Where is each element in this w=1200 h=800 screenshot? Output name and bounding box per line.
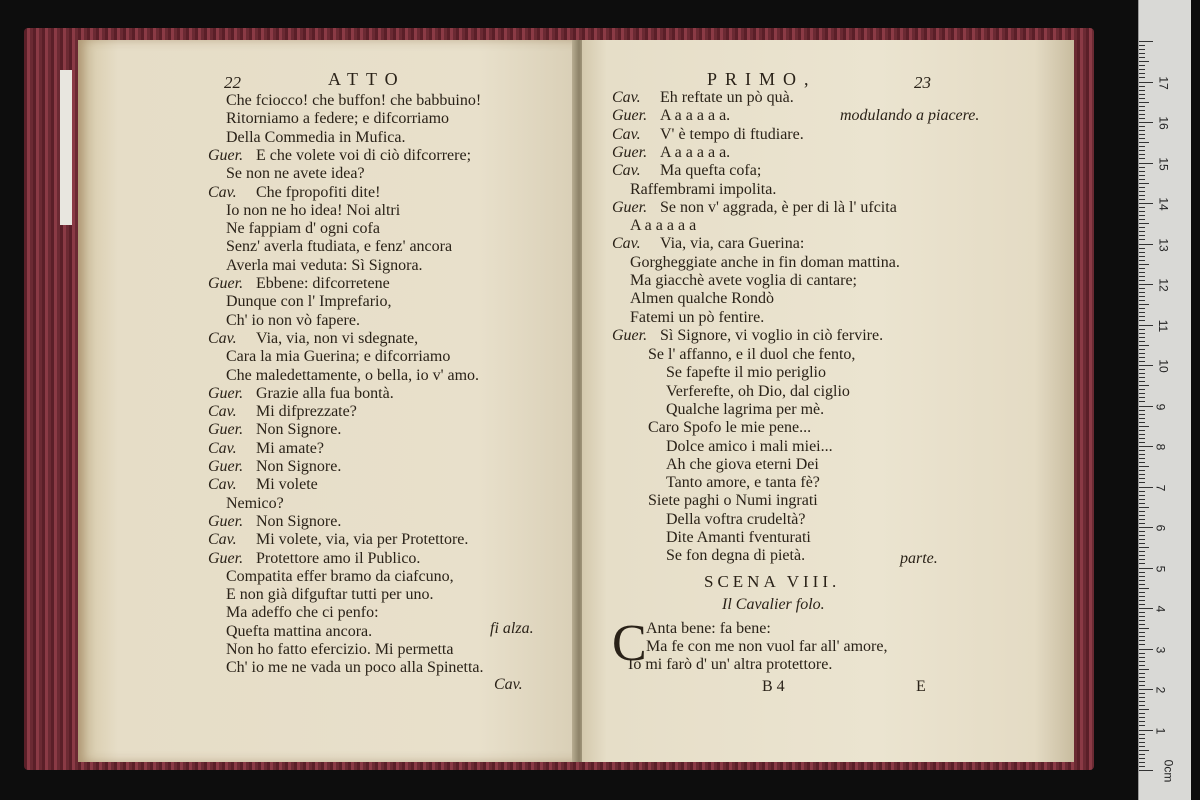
ruler-tick — [1139, 158, 1145, 159]
ruler-tick — [1139, 300, 1145, 301]
ruler-tick — [1139, 227, 1145, 228]
text-line: Gorgheggiate anche in fin doman mattina. — [630, 253, 900, 271]
ruler-tick — [1139, 320, 1145, 321]
catchword: Cav. — [494, 676, 523, 693]
ruler-tick — [1139, 515, 1145, 516]
text-line: Averla mai veduta: Sì Signora. — [226, 256, 423, 274]
aria-line: Caro Spofo le mie pene... — [648, 419, 812, 437]
ruler-tick — [1139, 284, 1153, 285]
text-line: Anta bene: fa bene: — [646, 620, 771, 637]
speaker-label: Cav. — [612, 235, 641, 253]
text-line: Ma quefta cofa; — [660, 162, 762, 180]
text-line: Compatita effer bramo da ciafcuno, — [226, 567, 454, 585]
text-line: Fatemi un pò fentire. — [630, 308, 765, 326]
speaker-label: Cav. — [208, 183, 237, 201]
ruler-tick — [1139, 333, 1145, 334]
ruler-tick — [1139, 511, 1145, 512]
ruler-tick — [1139, 146, 1145, 147]
text-line: Dunque con l' Imprefario, — [226, 293, 392, 311]
text-line: Mi difprezzate? — [256, 403, 357, 421]
ruler-tick — [1139, 624, 1145, 625]
right-page — [582, 40, 1074, 762]
text-line: Protettore amo il Publico. — [256, 549, 421, 567]
ruler-tick — [1139, 689, 1153, 690]
aria-line: Dolce amico i mali miei... — [666, 437, 833, 455]
ruler-tick — [1139, 118, 1145, 119]
text-line: Via, via, cara Guerina: — [660, 235, 805, 253]
aria-line: Tanto amore, e tanta fè? — [666, 474, 820, 492]
ruler-tick — [1139, 365, 1153, 366]
ruler-tick — [1139, 329, 1145, 330]
ruler-tick — [1139, 179, 1145, 180]
page-number: 22 — [224, 73, 241, 92]
ruler-tick — [1139, 766, 1145, 767]
ruler-tick — [1139, 555, 1145, 556]
ruler-tick — [1139, 82, 1153, 83]
text-line: Cara la mia Guerina; e difcorriamo — [226, 348, 451, 366]
ruler-tick — [1139, 325, 1153, 326]
speaker-label: Guer. — [208, 458, 244, 475]
ruler-tick — [1139, 45, 1145, 46]
ruler-label: 16 — [1156, 116, 1171, 130]
speaker-label: Cav. — [612, 89, 641, 106]
ruler-tick — [1139, 527, 1153, 528]
ruler-tick — [1139, 576, 1145, 577]
ruler-tick — [1139, 551, 1145, 552]
speaker-label: Guer. — [208, 512, 244, 530]
ruler-tick — [1139, 65, 1145, 66]
ruler-tick — [1139, 499, 1145, 500]
ruler-label: 0cm — [1161, 759, 1176, 783]
speaker-label: Cav. — [208, 329, 237, 347]
text-line: Che maledettamente, o bella, io v' amo. — [226, 366, 480, 384]
ruler-tick — [1139, 446, 1153, 447]
aria-line: Siete paghi o Numi ingrati — [648, 492, 818, 510]
ruler-label: 2 — [1153, 686, 1168, 694]
aria-line: Se fapefte il mio periglio — [666, 364, 826, 382]
text-line: Non Signore. — [256, 458, 342, 475]
text-line: Se non v' aggrada, è per di là l' ufcita — [660, 198, 897, 216]
text-line: Ma fe con me non vuol far all' amore, — [646, 638, 888, 655]
ruler-tick — [1139, 211, 1145, 212]
ruler-tick — [1139, 77, 1145, 78]
ruler-tick — [1139, 53, 1145, 54]
ruler-tick — [1139, 705, 1145, 706]
speaker-label: Cav. — [208, 403, 237, 421]
ruler-tick — [1139, 762, 1145, 763]
text-line: Ne fappiam d' ogni cofa — [226, 220, 380, 238]
ruler-tick — [1139, 150, 1145, 151]
ruler-tick — [1139, 559, 1145, 560]
catchword: E — [916, 678, 926, 695]
ruler-tick — [1139, 487, 1153, 488]
text-line: Della Commedia in Mufica. — [226, 128, 406, 146]
ruler-label: 4 — [1153, 605, 1168, 613]
ruler-tick — [1139, 750, 1149, 751]
ruler-tick — [1139, 665, 1145, 666]
aria-line: Ah che giova eterni Dei — [666, 455, 819, 473]
ruler-tick — [1139, 430, 1145, 431]
ruler-tick — [1139, 410, 1145, 411]
ruler-tick — [1139, 640, 1145, 641]
ruler-label: 5 — [1153, 565, 1168, 572]
ruler-label: 13 — [1156, 237, 1171, 252]
ruler-tick — [1139, 709, 1149, 710]
ruler-label: 1 — [1153, 727, 1168, 734]
stage-direction-modulando: modulando a piacere. — [840, 107, 980, 124]
ruler-tick — [1139, 369, 1145, 370]
ruler-tick — [1139, 608, 1153, 609]
ruler-tick — [1139, 406, 1153, 407]
ruler-tick — [1139, 138, 1145, 139]
stage-direction: fi alza. — [490, 620, 534, 637]
ruler-tick — [1139, 296, 1145, 297]
ruler-tick — [1139, 547, 1149, 548]
ruler-tick — [1139, 503, 1145, 504]
ruler-tick — [1139, 268, 1145, 269]
ruler-tick — [1139, 478, 1145, 479]
ruler-tick — [1139, 572, 1145, 573]
ruler-tick — [1139, 620, 1145, 621]
ruler-tick — [1139, 110, 1145, 111]
stage-direction-parte: parte. — [900, 550, 938, 567]
ruler-tick — [1139, 414, 1145, 415]
ruler-tick — [1139, 73, 1145, 74]
ruler-tick — [1139, 248, 1145, 249]
ruler-tick — [1139, 568, 1153, 569]
ruler-tick — [1139, 69, 1145, 70]
ruler-tick — [1139, 199, 1145, 200]
ruler-tick — [1139, 260, 1145, 261]
aria-line: Se fon degna di pietà. — [666, 547, 806, 565]
ruler-tick — [1139, 482, 1145, 483]
ruler-label: 15 — [1156, 156, 1171, 171]
ruler-tick — [1139, 721, 1145, 722]
ruler-tick — [1139, 632, 1145, 633]
ruler-tick — [1139, 701, 1145, 702]
scene-title: SCENA VIII. — [704, 572, 841, 591]
text-line: Sì Signore, vi voglio in ciò fervire. — [660, 326, 884, 344]
ruler-tick — [1139, 466, 1149, 467]
ruler-tick — [1139, 223, 1149, 224]
aria-line: Verferefte, oh Dio, dal ciglio — [666, 382, 850, 400]
ruler-tick — [1139, 644, 1145, 645]
ruler-tick — [1139, 171, 1145, 172]
ruler-tick — [1139, 738, 1145, 739]
ruler-tick — [1139, 454, 1145, 455]
ruler-tick — [1139, 276, 1145, 277]
ruler-tick — [1139, 535, 1145, 536]
ruler-tick — [1139, 628, 1149, 629]
ruler-tick — [1139, 426, 1149, 427]
speaker-label: Cav. — [208, 439, 237, 457]
ruler-tick — [1139, 215, 1145, 216]
ruler-tick — [1139, 280, 1145, 281]
drop-cap: C — [612, 615, 647, 672]
ruler-tick — [1139, 730, 1153, 731]
ruler-tick — [1139, 122, 1153, 123]
text-line: A a a a a a. — [660, 143, 731, 161]
ruler-tick — [1139, 57, 1145, 58]
ruler-tick — [1139, 308, 1145, 309]
ruler-label: 17 — [1156, 75, 1171, 90]
text-line: A a a a a a. — [660, 107, 731, 125]
text-line: Non Signore. — [256, 421, 342, 439]
text-line: Ebbene: difcorretene — [256, 275, 390, 292]
ruler-tick — [1139, 543, 1145, 544]
ruler-tick — [1139, 725, 1145, 726]
ruler-tick — [1139, 231, 1145, 232]
speaker-label: Guer. — [208, 146, 244, 164]
ruler-tick — [1139, 458, 1145, 459]
ruler-tick — [1139, 636, 1145, 637]
ruler-tick — [1139, 385, 1149, 386]
text-line: Io non ne ho idea! Noi altri — [226, 201, 401, 219]
ruler-tick — [1139, 312, 1145, 313]
ruler-tick — [1139, 742, 1145, 743]
ruler-tick — [1139, 491, 1145, 492]
ruler-tick — [1139, 191, 1145, 192]
ruler-tick — [1139, 288, 1145, 289]
ruler-tick — [1139, 397, 1145, 398]
ruler-tick — [1139, 134, 1145, 135]
ruler-label: 9 — [1153, 403, 1168, 410]
text-line: Via, via, non vi sdegnate, — [256, 329, 419, 347]
ruler-tick — [1139, 381, 1145, 382]
scene-subtitle: Il Cavalier folo. — [722, 596, 825, 613]
speaker-label: Guer. — [208, 384, 244, 402]
text-line: E non già difguftar tutti per uno. — [226, 586, 434, 604]
ruler-tick — [1139, 649, 1153, 650]
speaker-label: Cav. — [208, 476, 237, 494]
speaker-label: Guer. — [612, 198, 648, 216]
ruler-tick — [1139, 357, 1145, 358]
text-line: Non Signore. — [256, 512, 342, 530]
ruler-tick — [1139, 142, 1149, 143]
ruler-tick — [1139, 539, 1145, 540]
ruler-tick — [1139, 717, 1145, 718]
ruler-tick — [1139, 681, 1145, 682]
ruler-tick — [1139, 401, 1145, 402]
ruler-label: 7 — [1153, 484, 1168, 491]
ruler-label: 8 — [1153, 443, 1168, 451]
ruler-tick — [1139, 612, 1145, 613]
speaker-label: Cav. — [612, 162, 641, 180]
ruler-tick — [1139, 195, 1145, 196]
aria-line: Della voftra crudeltà? — [666, 510, 806, 528]
text-line: Mi volete, via, via per Protettore. — [256, 531, 469, 549]
speaker-label: Guer. — [208, 275, 244, 292]
running-header: PRIMO, — [707, 69, 817, 89]
speaker-label: Cav. — [208, 531, 237, 549]
ruler-tick — [1139, 349, 1145, 350]
ruler-tick — [1139, 442, 1145, 443]
text-line: Eh reftate un pò quà. — [660, 89, 794, 106]
text-line: Ma giacchè avete voglia di cantare; — [630, 272, 857, 289]
ruler-tick — [1139, 154, 1145, 155]
running-header: ATTO — [328, 69, 406, 89]
ruler-tick — [1139, 49, 1145, 50]
left-page — [78, 40, 578, 762]
ruler-tick — [1139, 41, 1153, 42]
ruler-tick — [1139, 130, 1145, 131]
ruler-tick — [1139, 422, 1145, 423]
ruler-tick — [1139, 669, 1149, 670]
speaker-label: Guer. — [612, 143, 648, 161]
ruler-tick — [1139, 61, 1149, 62]
ruler-tick — [1139, 734, 1145, 735]
ruler-tick — [1139, 563, 1145, 564]
ruler-tick — [1139, 673, 1145, 674]
text-line: Ritorniamo a federe; e difcorriamo — [226, 110, 450, 128]
text-line: Grazie alla fua bontà. — [256, 384, 394, 402]
text-line: Che fciocco! che buffon! che babbuino! — [226, 92, 482, 109]
ruler-tick — [1139, 86, 1145, 87]
ruler-label: 3 — [1153, 646, 1168, 653]
text-line: Che fpropofiti dite! — [256, 183, 381, 201]
speaker-label: Guer. — [612, 326, 648, 344]
text-line: Se non ne avete idea? — [226, 165, 365, 183]
ruler-tick — [1139, 341, 1145, 342]
ruler-tick — [1139, 353, 1145, 354]
ruler-tick — [1139, 114, 1145, 115]
ruler-tick — [1139, 167, 1145, 168]
ruler-tick — [1139, 219, 1145, 220]
aria-line: Qualche lagrima per mè. — [666, 400, 825, 418]
ruler-tick — [1139, 653, 1145, 654]
ruler-tick — [1139, 175, 1145, 176]
speaker-label: Guer. — [612, 107, 648, 125]
ruler-label: 6 — [1153, 524, 1168, 532]
aria-line: Dite Amanti fventurati — [666, 529, 811, 546]
ruler-tick — [1139, 361, 1145, 362]
ruler-tick — [1139, 183, 1149, 184]
ruler-tick — [1139, 596, 1145, 597]
ruler-tick — [1139, 418, 1145, 419]
text-line: E che volete voi di ciò difcorrere; — [256, 146, 472, 164]
speaker-label: Guer. — [208, 549, 244, 567]
ruler-tick — [1139, 102, 1149, 103]
ruler-tick — [1139, 203, 1153, 204]
speaker-label: Cav. — [612, 125, 641, 143]
ruler-tick — [1139, 523, 1145, 524]
ruler-tick — [1139, 377, 1145, 378]
ruler-tick — [1139, 470, 1145, 471]
ruler-tick — [1139, 685, 1145, 686]
signature-mark: B 4 — [762, 678, 785, 695]
measurement-ruler — [1138, 0, 1191, 800]
ruler-tick — [1139, 661, 1145, 662]
ruler-tick — [1139, 98, 1145, 99]
text-line: Quefta mattina ancora. — [226, 622, 373, 640]
ruler-tick — [1139, 163, 1153, 164]
ruler-tick — [1139, 244, 1153, 245]
ruler-tick — [1139, 770, 1153, 771]
ruler-tick — [1139, 239, 1145, 240]
ruler-tick — [1139, 604, 1145, 605]
ruler-tick — [1139, 584, 1145, 585]
ruler-tick — [1139, 677, 1145, 678]
ruler-tick — [1139, 304, 1149, 305]
ruler-tick — [1139, 90, 1145, 91]
ruler-tick — [1139, 693, 1145, 694]
ruler-label: 14 — [1156, 197, 1171, 211]
ruler-tick — [1139, 495, 1145, 496]
ruler-tick — [1139, 187, 1145, 188]
ruler-tick — [1139, 345, 1149, 346]
ruler-tick — [1139, 531, 1145, 532]
ruler-tick — [1139, 126, 1145, 127]
ruler-tick — [1139, 256, 1145, 257]
ruler-tick — [1139, 758, 1145, 759]
ruler-tick — [1139, 462, 1145, 463]
ruler-tick — [1139, 389, 1145, 390]
ruler-tick — [1139, 519, 1145, 520]
text-line: Ma adeffo che ci penfo: — [226, 604, 379, 622]
aria-line: Se l' affanno, e il duol che fento, — [648, 346, 856, 363]
ruler-tick — [1139, 450, 1145, 451]
ruler-tick — [1139, 746, 1145, 747]
text-line: Raffembrami impolita. — [630, 180, 777, 198]
ruler-tick — [1139, 588, 1149, 589]
ruler-tick — [1139, 264, 1149, 265]
ruler-tick — [1139, 337, 1145, 338]
ruler-tick — [1139, 507, 1149, 508]
ruler-tick — [1139, 697, 1145, 698]
ruler-tick — [1139, 600, 1145, 601]
ruler-tick — [1139, 106, 1145, 107]
text-line: Almen qualche Rondò — [630, 290, 774, 308]
ruler-label: 10 — [1156, 359, 1171, 373]
ruler-tick — [1139, 713, 1145, 714]
speaker-label: Guer. — [208, 421, 244, 439]
ruler-tick — [1139, 94, 1145, 95]
ruler-tick — [1139, 474, 1145, 475]
page-number: 23 — [914, 73, 931, 92]
text-line: Mi amate? — [256, 439, 324, 457]
ruler-label: 12 — [1156, 278, 1171, 292]
ruler-tick — [1139, 207, 1145, 208]
text-line: Ch' io me ne vada un poco alla Spinetta. — [226, 659, 484, 677]
ruler-tick — [1139, 373, 1145, 374]
ruler-tick — [1139, 592, 1145, 593]
ruler-tick — [1139, 316, 1145, 317]
ruler-tick — [1139, 434, 1145, 435]
text-line: V' è tempo di ftudiare. — [660, 125, 804, 143]
text-line: Ch' io non vò fapere. — [226, 311, 360, 329]
ruler-label: 11 — [1156, 319, 1171, 332]
text-line: Io mi farò d' un' altra protettore. — [628, 656, 833, 673]
ruler-tick — [1139, 580, 1145, 581]
ruler-tick — [1139, 272, 1145, 273]
ruler-tick — [1139, 657, 1145, 658]
ruler-tick — [1139, 754, 1145, 755]
text-line: A a a a a a — [630, 217, 697, 235]
ruler-tick — [1139, 616, 1145, 617]
ruler-tick — [1139, 235, 1145, 236]
text-line: Nemico? — [226, 494, 284, 512]
ruler-tick — [1139, 292, 1145, 293]
text-line: Non ho fatto efercizio. Mi permetta — [226, 641, 454, 658]
ruler-tick — [1139, 252, 1145, 253]
text-line: Senz' averla ftudiata, e fenz' ancora — [226, 238, 453, 256]
ruler-tick — [1139, 438, 1145, 439]
cover-label-strip — [60, 70, 72, 225]
ruler-tick — [1139, 393, 1145, 394]
text-line: Mi volete — [256, 476, 318, 494]
